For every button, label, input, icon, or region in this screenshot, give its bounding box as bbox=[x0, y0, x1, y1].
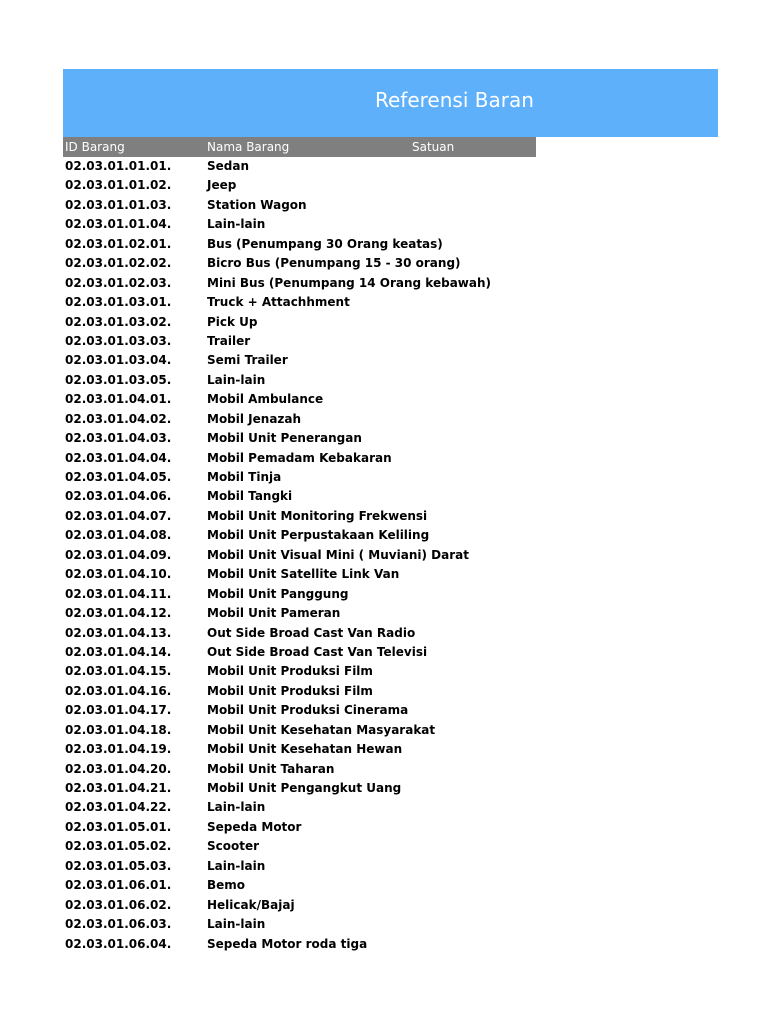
item-name-cell: Sepeda Motor bbox=[207, 819, 302, 834]
item-id-cell: 02.03.01.04.05. bbox=[65, 470, 172, 484]
item-name-cell: Semi Trailer bbox=[207, 353, 288, 368]
table-row bbox=[63, 643, 536, 662]
item-id-cell: 02.03.01.01.02. bbox=[65, 178, 172, 193]
table-row bbox=[63, 915, 536, 934]
table-row bbox=[63, 449, 536, 468]
item-name-cell: Out Side Broad Cast Van Televisi bbox=[207, 644, 428, 659]
item-name-cell: Mobil Unit Pengangkut Uang bbox=[207, 781, 402, 795]
table-row bbox=[63, 798, 536, 817]
table-row bbox=[63, 896, 536, 915]
item-id-cell: 02.03.01.03.03. bbox=[65, 333, 172, 348]
item-name-cell: Bemo bbox=[207, 878, 246, 893]
table-row bbox=[63, 721, 536, 740]
item-id-cell: 02.03.01.04.20. bbox=[65, 761, 172, 776]
item-id-cell: 02.03.01.04.17. bbox=[65, 703, 172, 718]
table-row bbox=[63, 371, 536, 390]
item-name-cell: Mobil Unit Produksi Cinerama bbox=[207, 703, 409, 718]
table-row bbox=[63, 818, 536, 837]
item-id-cell: 02.03.01.04.11. bbox=[65, 586, 172, 601]
item-id-cell: 02.03.01.04.18. bbox=[65, 722, 172, 737]
table-row bbox=[63, 176, 536, 195]
item-id-cell: 02.03.01.06.04. bbox=[65, 936, 172, 951]
item-id-cell: 02.03.01.04.22. bbox=[65, 800, 172, 815]
item-id-cell: 02.03.01.05.01. bbox=[65, 819, 172, 834]
item-id-cell: 02.03.01.01.04. bbox=[65, 217, 172, 232]
item-name-cell: Truck + Attachhment bbox=[207, 295, 350, 310]
item-name-cell: Sepeda Motor roda tiga bbox=[207, 936, 368, 951]
item-name-cell: Mobil Unit Kesehatan Masyarakat bbox=[207, 722, 436, 737]
item-id-cell: 02.03.01.04.09. bbox=[65, 547, 172, 562]
item-id-cell: 02.03.01.04.12. bbox=[65, 606, 172, 621]
item-id-cell: 02.03.01.02.01. bbox=[65, 236, 172, 251]
item-id-cell: 02.03.01.04.08. bbox=[65, 528, 172, 543]
column-header-id: ID Barang bbox=[65, 140, 125, 154]
table-row bbox=[63, 215, 536, 234]
item-id-cell: 02.03.01.04.15. bbox=[65, 664, 172, 679]
item-name-cell: Lain-lain bbox=[207, 217, 266, 232]
item-name-cell: Lain-lain bbox=[207, 372, 266, 387]
table-row bbox=[63, 701, 536, 720]
item-id-cell: 02.03.01.06.01. bbox=[65, 878, 172, 893]
item-id-cell: 02.03.01.04.13. bbox=[65, 625, 172, 640]
item-name-cell: Mobil Pemadam Kebakaran bbox=[207, 450, 392, 465]
item-name-cell: Mobil Unit Monitoring Frekwensi bbox=[207, 508, 428, 523]
item-id-cell: 02.03.01.03.02. bbox=[65, 314, 172, 329]
table-body bbox=[63, 157, 536, 954]
column-header-unit: Satuan bbox=[412, 140, 455, 154]
table-row bbox=[63, 157, 536, 176]
item-name-cell: Mobil Unit Penerangan bbox=[207, 431, 362, 446]
item-name-cell: Mobil Unit Perpustakaan Keliling bbox=[207, 528, 430, 543]
item-name-cell: Mobil Unit Satellite Link Van bbox=[207, 567, 400, 582]
item-name-cell: Mobil Jenazah bbox=[207, 411, 302, 426]
table-row bbox=[63, 546, 536, 565]
item-id-cell: 02.03.01.04.14. bbox=[65, 644, 172, 659]
item-id-cell: 02.03.01.03.05. bbox=[65, 372, 172, 387]
item-name-cell: Mobil Tinja bbox=[207, 470, 282, 484]
item-name-cell: Sedan bbox=[207, 159, 250, 173]
table-row bbox=[63, 526, 536, 545]
item-name-cell: Mobil Unit Produksi Film bbox=[207, 683, 373, 698]
item-name-cell: Mobil Unit Taharan bbox=[207, 761, 335, 776]
table-row bbox=[63, 235, 536, 254]
item-id-cell: 02.03.01.03.04. bbox=[65, 353, 172, 368]
table-row bbox=[63, 585, 536, 604]
item-name-cell: Mini Bus (Penumpang 14 Orang kebawah) bbox=[207, 275, 492, 290]
item-id-cell: 02.03.01.02.03. bbox=[65, 275, 172, 290]
table-row bbox=[63, 313, 536, 332]
table-row bbox=[63, 507, 536, 526]
item-id-cell: 02.03.01.04.19. bbox=[65, 742, 172, 757]
item-name-cell: Trailer bbox=[207, 333, 251, 348]
item-id-cell: 02.03.01.06.03. bbox=[65, 917, 172, 932]
table-row bbox=[63, 857, 536, 876]
item-id-cell: 02.03.01.04.04. bbox=[65, 450, 172, 465]
item-id-cell: 02.03.01.04.03. bbox=[65, 431, 172, 446]
page-title: Referensi Baran bbox=[375, 88, 534, 112]
item-name-cell: Bus (Penumpang 30 Orang keatas) bbox=[207, 236, 443, 251]
item-name-cell: Pick Up bbox=[207, 314, 258, 329]
item-name-cell: Mobil Tangki bbox=[207, 489, 293, 504]
table-row bbox=[63, 429, 536, 448]
table-row bbox=[63, 390, 536, 409]
table-row bbox=[63, 274, 536, 293]
item-id-cell: 02.03.01.04.01. bbox=[65, 392, 172, 407]
title-banner bbox=[63, 69, 718, 137]
item-id-cell: 02.03.01.05.03. bbox=[65, 858, 172, 873]
item-name-cell: Mobil Unit Panggung bbox=[207, 586, 349, 601]
table-row bbox=[63, 935, 536, 954]
item-id-cell: 02.03.01.06.02. bbox=[65, 897, 172, 912]
item-name-cell: Mobil Unit Pameran bbox=[207, 606, 341, 621]
item-id-cell: 02.03.01.05.02. bbox=[65, 839, 172, 854]
table-row bbox=[63, 682, 536, 701]
table-row bbox=[63, 487, 536, 506]
table-row bbox=[63, 876, 536, 895]
item-id-cell: 02.03.01.02.02. bbox=[65, 256, 172, 271]
table-row bbox=[63, 293, 536, 312]
item-name-cell: Mobil Unit Produksi Film bbox=[207, 664, 373, 679]
item-id-cell: 02.03.01.01.01. bbox=[65, 159, 172, 173]
item-name-cell: Scooter bbox=[207, 839, 260, 854]
table-row bbox=[63, 779, 536, 798]
item-id-cell: 02.03.01.03.01. bbox=[65, 295, 172, 310]
item-name-cell: Lain-lain bbox=[207, 858, 266, 873]
item-name-cell: Lain-lain bbox=[207, 917, 266, 932]
item-name-cell: Helicak/Bajaj bbox=[207, 897, 295, 912]
table-row bbox=[63, 332, 536, 351]
item-name-cell: Station Wagon bbox=[207, 197, 307, 212]
table-row bbox=[63, 196, 536, 215]
item-id-cell: 02.03.01.04.21. bbox=[65, 781, 172, 795]
item-id-cell: 02.03.01.04.16. bbox=[65, 683, 172, 698]
table-row bbox=[63, 254, 536, 273]
item-id-cell: 02.03.01.04.06. bbox=[65, 489, 172, 504]
item-id-cell: 02.03.01.04.02. bbox=[65, 411, 172, 426]
item-name-cell: Out Side Broad Cast Van Radio bbox=[207, 625, 416, 640]
table-row bbox=[63, 662, 536, 681]
item-name-cell: Mobil Unit Kesehatan Hewan bbox=[207, 742, 403, 757]
table-row bbox=[63, 624, 536, 643]
item-name-cell: Bicro Bus (Penumpang 15 - 30 orang) bbox=[207, 256, 461, 271]
table-row bbox=[63, 351, 536, 370]
item-id-cell: 02.03.01.01.03. bbox=[65, 197, 172, 212]
item-id-cell: 02.03.01.04.10. bbox=[65, 567, 172, 582]
table-header bbox=[63, 137, 536, 157]
item-name-cell: Mobil Unit Visual Mini ( Muviani) Darat bbox=[207, 547, 469, 562]
item-id-cell: 02.03.01.04.07. bbox=[65, 508, 172, 523]
item-name-cell: Jeep bbox=[207, 178, 237, 193]
table-row bbox=[63, 565, 536, 584]
table-row bbox=[63, 468, 536, 487]
item-name-cell: Lain-lain bbox=[207, 800, 266, 815]
table-row bbox=[63, 604, 536, 623]
item-name-cell: Mobil Ambulance bbox=[207, 392, 324, 407]
table-row bbox=[63, 410, 536, 429]
table-row bbox=[63, 760, 536, 779]
table-row bbox=[63, 837, 536, 856]
column-header-name: Nama Barang bbox=[207, 140, 290, 154]
table-row bbox=[63, 740, 536, 759]
